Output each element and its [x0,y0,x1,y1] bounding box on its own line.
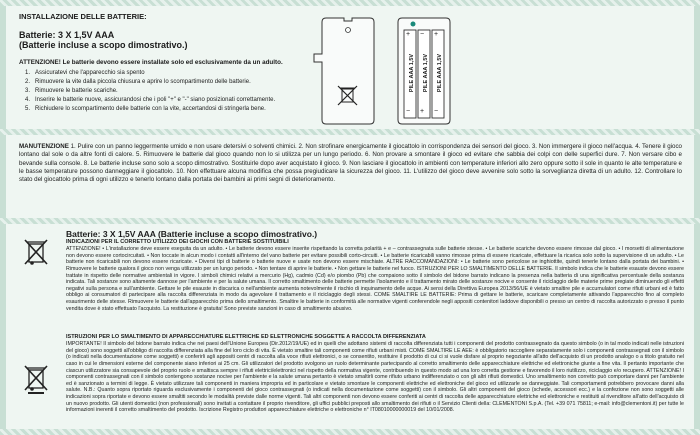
maintenance-panel [6,135,694,218]
battery-info-title: Batterie: 3 X 1,5V AAA (Batterie incluse a scopo dimostrativo.) [66,229,318,239]
installation-panel [6,6,694,129]
installation-step: 2. Rimuovere la vite dalla piccola chiusura e aprire lo scompartimento delle batterie. [25,79,251,86]
weee-block [66,334,684,414]
maintenance-text: MANUTENZIONE 1. Pulire con un panno leggermente umido e non usare detersivi o solventi chimici. 2. Non strofinare energicamente il giocattolo in corrispondenza dei sensori del gioco. 3. Non immergere il gioco nell'acqua. 4. Tenere il gioco lontano dal sole o da altre fonti di calore. 5. Rimuovere le batterie dal gioco quando non lo si utilizza per un lungo periodo. 6. Non provare a smontare il gioco ed evitare che sabbia dei colpi con delle superfici dure. 7. Non versare cibo e bevande sulla console. 8. Le batterie incluse sono solo a scopo dimostrativo. Sostituirle dopo aver acquistato il gioco. 9. Non lasciare il giocattolo in ambienti con temperature inferiori allo zero oppure sotto il sole in quanto le alte temperature e le basse temperature possono danneggiare il giocattolo. 10. Non effettuare alcuna modifica che possa pregiudicare la sicurezza del gioco. 11. L'utilizzo del gioco deve avvenire solo sotto la sorveglianza diretta di un adulto. 12. Controllare lo stato del giocattolo prima di ogni utilizzo e tenerlo lontano dalla portata dei bambini ai primi segni di deterioramento. [19,143,682,184]
battery-info-text: ATTENZIONE! • L'installazione deve essere eseguita da un adulto. • Le batterie devono essere inserite rispettando la corretta polarità + e – contrassegnata sulle batterie stesse. • Le batterie scariche devono essere rimosse dal gioco. • I morsetti di alimentazione non devono essere cortocircuitati. • Non toccate in alcun modo i contatti all'interno del vano batterie per evitare possibili corto-circuiti. • Le batterie ricaricabili vanno rimosse prima di essere ricaricate, effettuare la ricarica solo sotto la supervisione di un adulto. • Le batterie non ricaricabili non devono essere ricaricate. • Diversi tipi di batterie o batterie nuove e usate non devono essere mischiate. ALTRE RACCOMANDAZIONI: • Le batterie sono pericolose se inghiottite, quindi tenerle lontano dalla portata dei bambini. • Rimuovere le batterie qualora il gioco non venga utilizzato per un lungo periodo. • Non tentare di aprire le batterie. • Non gettare le batterie nel fuoco. ISTRUZIONI PER LO SMALTIMENTO DELLE BATTERIE. Il simbolo indica che le batterie esauste devono essere trattate in rispetto delle normative ambientali in vigore. I simboli chimici relativi a mercurio (Hg), cadmio (Cd) e/o piombo (Pb) che compaiono sotto il simbolo del bidone barrato indicano la presenza nella batteria di una significativa percentuale della sostanza indicata. Tali sostanze sono altamente dannose per l'ambiente e per la salute umana. Il corretto smaltimento delle batterie permette l'isolamento e il trattamento mirato delle sostanze nocive e consente il riciclaggio delle materie prime pregiate diminuendo gli effetti negativi sulla persona e sull'ambiente. Gettare le pile esauste in discarica o nell'ambiente aumenta notevolmente il rischio di inquinamento delle acque. Ai sensi della Direttiva Europea 2013/56/UE è vietato smaltire pile e accumulatori come rifiuti urbani ed è fatto obbligo ai consumatori di partecipare alla raccolta differenziata in modo da agevolare il trattamento e il riciclaggio degli stessi. COME SMALTIRE LE BATTERIE: Prima di gettare le batterie, scaricare completamente attivando l'apparecchio fino al completo esaurimento delle stesse. Rimuovere le batterie dall'apparecchio prima dello smaltimento. Smaltire le batterie in conformità alle normative vigenti conferendole negli appositi contenitori laddove disponibili o presso un centro di raccolta autorizzato o presso il punto vendita dove è stato effettuato l'acquisto. La restituzione è gratuita! Sono previste sanzioni in caso di smaltimento abusivo. [66,246,684,312]
battery-info-block [66,229,684,312]
installation-step: 1. Assicuratevi che l'apparecchio sia spento [25,70,145,77]
crossed-bin-battery-icon [24,238,48,266]
maintenance-heading: MANUTENZIONE [19,143,69,150]
crossed-bin-weee-icon [24,364,48,394]
disposal-panel [6,224,694,429]
installation-step: 4. Inserire le batterie nuove, assicurandosi che i poli "+" e "-" siano posizionati correttamente. [25,97,276,104]
installation-battery-title: Batterie: 3 X 1,5V AAA [19,30,115,40]
battery-label: PILE AAA 1,5V PILE AAA 1,5V PILE AAA 1,5V + − + − + − [406,31,443,115]
installation-step: 3. Rimuovere le batterie scariche. [25,88,118,95]
weee-title: ISTRUZIONI PER LO SMALTIMENTO DI APPARECCHIATURE ELETTRICHE ED ELETTRONICHE SOGGETTE A RACCOLTA DIFFERENZIATA [66,334,426,340]
installation-warning: ATTENZIONE! Le batterie devono essere installate solo ed esclusivamente da un adulto. [19,59,283,66]
weee-text: IMPORTANTE! Il simbolo del bidone barrato indica che nei paesi dell'Unione Europea (Dir.2012/19/UE) ed in quelli che adottano sistemi di raccolta differenziata tutti i componenti del prodotto contrassegnato da questo simbolo (o in tal modo indicati nelle istruzioni del gioco) sono soggetti all'obbligo di raccolta differenziata alla fine del loro ciclo di vita. È vietato smaltire tali componenti come rifiuti urbani misti. COME SMALTIRE LE AEE: è obbligatorio raccogliere separatamente solo i componenti contrassegnati con il simbolo (o indicati nella documentazione come soggetti) e conferirli agli appositi centri di raccolta alla voce rifiuti elettronici, o se consentito, restituire il prodotto di cui ci si vuole disfare al proprio negoziante all'atto dell'acquisto di un prodotto analogo o a titolo gratuito nel caso in cui le dimensioni esterne del componente siano inferiori ai 25 cm. Gli utilizzatori del prodotto svolgono un ruolo determinante partecipando al corretto smaltimento delle apparecchiature elettriche ed elettroniche giunte a fine vita. Il pertanto importante che ciascun utilizzatore sia consapevole del proprio ruolo e smaltisca sempre i rifiuti elettrici/elettronici nel rispetto della normativa vigente, contribuendo in questo modo ad una loro corretta gestione e favorendo il loro riutilizzo, riciclaggio e/o recupero. ATTENZIONE! I componenti contrassegnati con il simbolo contengono sostanze nocive per l'ambiente e la salute umana pertanto è vietato smaltirli come rifiuto urbano indifferenziato o con gli altri rifiuti domestici. Uno smaltimento non corretto può comportare danni per l'ambiente ed è sanzionato a termini di legge. È vietato utilizzare tali componenti in maniera impropria ed in particolare e vietato smontare le componenti elettriche ed elettroniche del gioco ed utilizzarle se danneggiate. Tali comportamenti potrebbero provocare danni alla salute. N.B.: Quanto sopra riportato riguarda esclusivamente i componenti del gioco contrassegnati (o indicati nella documentazione come soggetti) con il simbolo. Gli altri componenti del gioco (schede, accessori ecc.) e la confezione non sono soggetti alle indicazioni sopra riportate e devono essere smaltiti secondo le modalità previste dalle norme vigenti. Tali altri componenti non devono essere conferiti ai centri di raccolta delle apparecchiature elettriche ed elettroniche e restituiti al rivenditore all'atto dell'acquisto di un nuovo prodotto. Gli utenti domestici (non professionali) sono invitati a contattare il proprio rivenditore, gli uffici pubblici preposti allo smaltimento dei rifiuti o il Servizio Clienti della: CLEMENTONI S.p.A. (Tel. +39 071 75811; e-mail: info@clementoni.it) per tutte le informazioni inerenti il corretto smaltimento del prodotto. Iscrizione Registro produttori apparecchiature elettriche o elettroniche n° IT08010000000019 del 10/01/2008. [66,341,684,414]
battery-cover-illustration [308,16,388,128]
battery-info-subtitle: INDICAZIONI PER IL CORRETTO UTILIZZO DEI GIOCHI CON BATTERIE SOSTITUIBILI [66,239,289,245]
installation-step: 5. Richiudere lo scompartimento delle batterie con la vite, accertandosi di stringerla bene. [25,106,266,113]
installation-battery-subtitle: (Batterie incluse a scopo dimostrativo.) [19,40,188,50]
installation-heading: INSTALLAZIONE DELLE BATTERIE: [19,12,147,21]
